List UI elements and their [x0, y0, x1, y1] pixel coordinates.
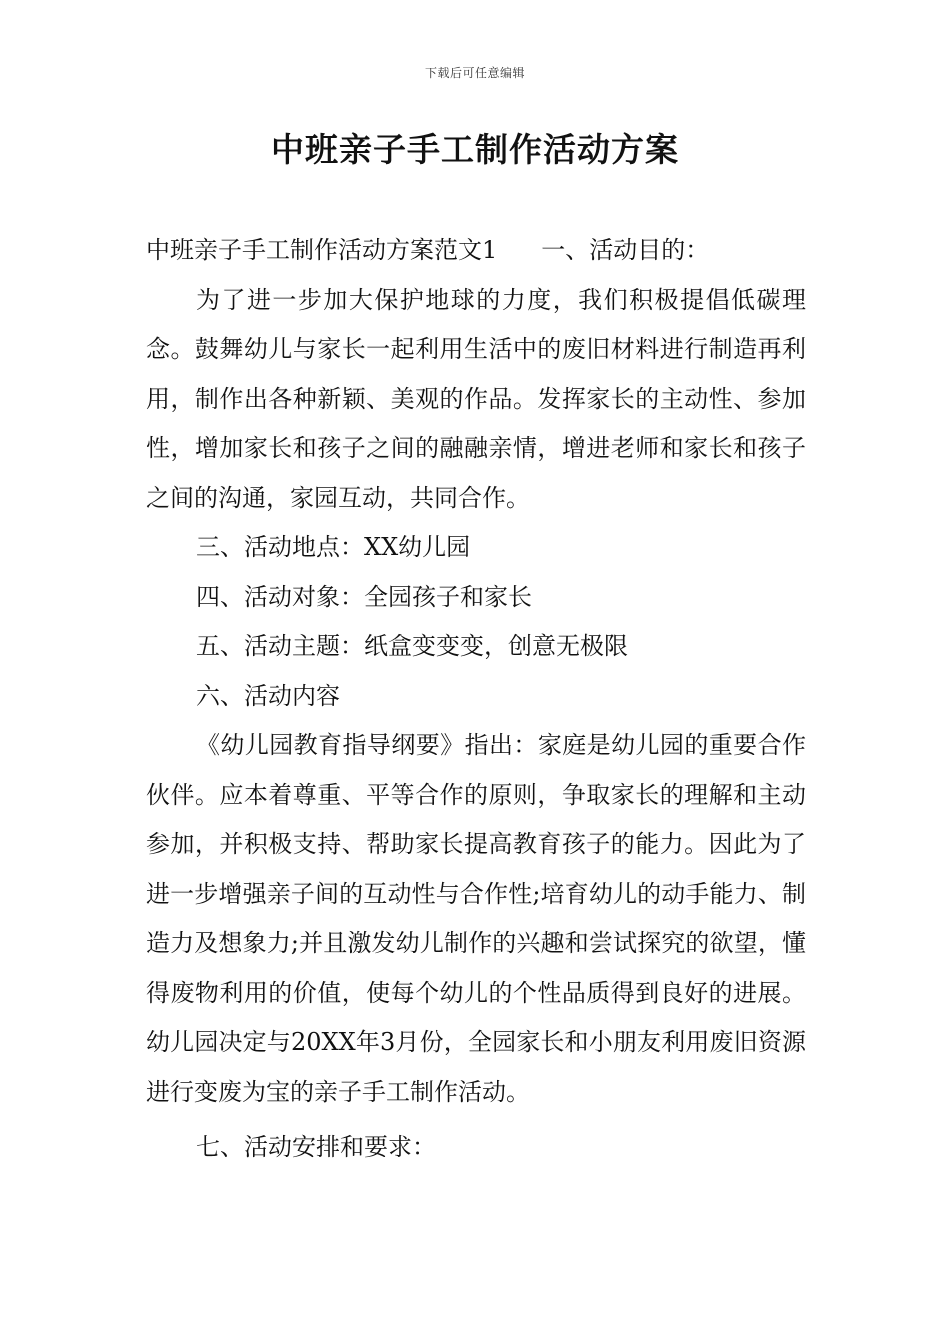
paragraph-arrangement-heading: 七、活动安排和要求： — [196, 1133, 436, 1161]
paragraph-purpose: 为了进一步加大保护地球的力度，我们积极提倡低碳理念。鼓舞幼儿与家长一起利用生活中的废旧材料进行制造再利用，制作出各种新颖、美观的作品。发挥家长的主动性、参加性，增加家长和孩子之间的融融亲情，增进老师和家长和孩子之间的沟通，家园互动，共同合作。 — [146, 285, 806, 512]
paragraph-content-heading: 六、活动内容 — [196, 681, 340, 710]
paragraph-theme: 五、活动主题：纸盒变变变，创意无极限 — [196, 632, 628, 660]
document-body — [146, 226, 806, 1173]
paragraph-audience: 四、活动对象：全园孩子和家长 — [196, 582, 532, 611]
paragraph-location: 三、活动地点：XX幼儿园 — [196, 533, 471, 561]
intro-line — [146, 226, 806, 276]
document-title: 中班亲子手工制作活动方案 — [271, 130, 679, 169]
intro-right-text: 一、活动目的： — [541, 236, 710, 264]
intro-left-text: 中班亲子手工制作活动方案范文1 — [146, 236, 498, 264]
header-note: 下载后可任意编辑 — [424, 66, 525, 80]
paragraph-content: 《幼儿园教育指导纲要》指出：家庭是幼儿园的重要合作伙伴。应本着尊重、平等合作的原则，争取家长的理解和主动参加，并积极支持、帮助家长提高教育孩子的能力。因此为了进一步增强亲子间的互动性与合作性;培育幼儿的动手能力、制造力及想象力;并且激发幼儿制作的兴趣和尝试探究的欲望，懂得废物利用的价值，使每个幼儿的个性品质得到良好的进展。幼儿园决定与20XX年3月份，全园家长和小朋友利用废旧资源进行变废为宝的亲子手工制作活动。 — [146, 731, 806, 1106]
